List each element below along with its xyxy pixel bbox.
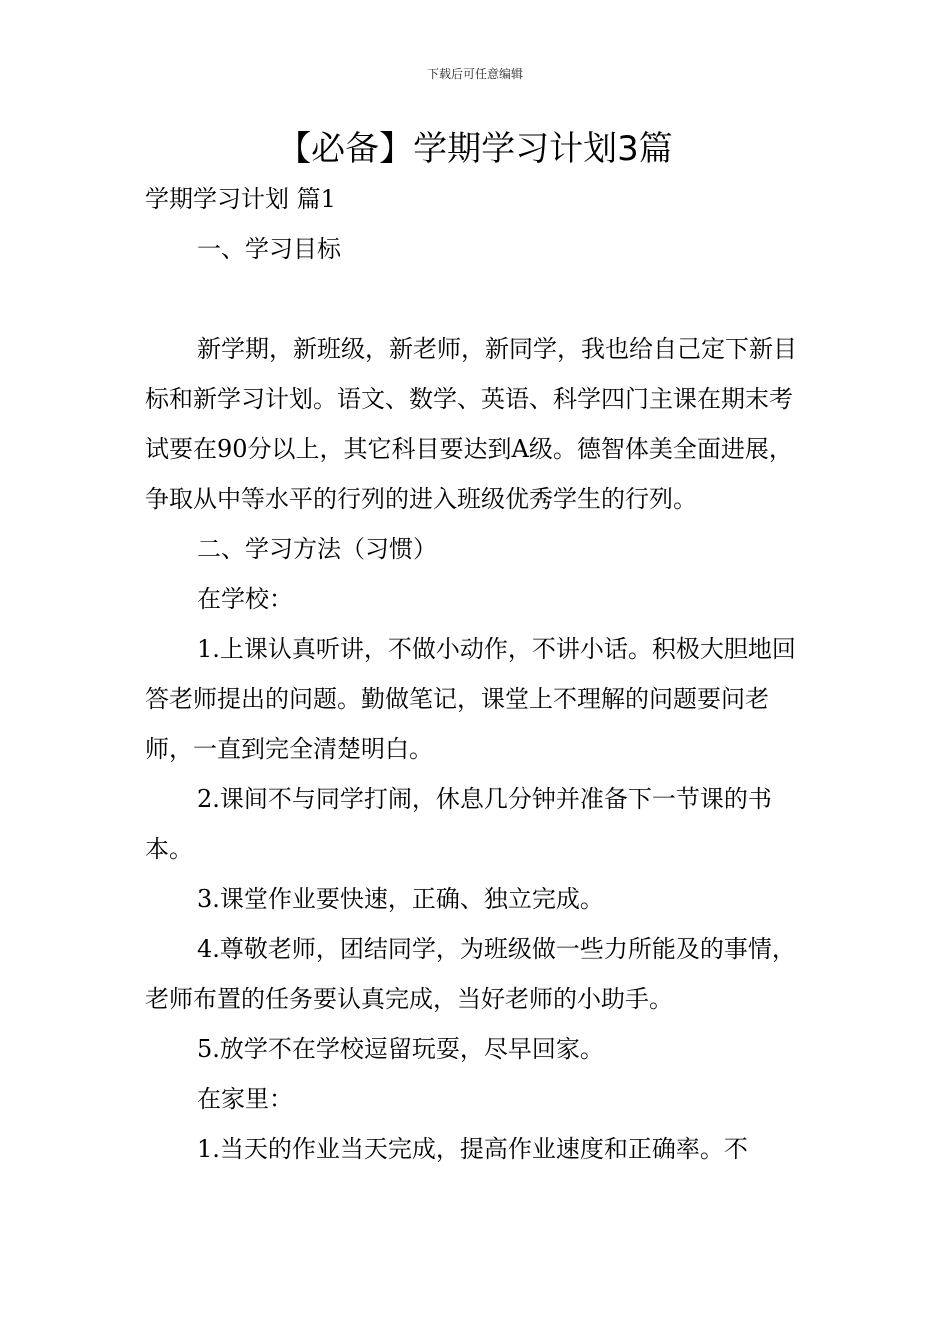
- paragraph-method-heading: 二、学习方法（习惯）: [197, 535, 437, 563]
- paragraph-at-school: 在学校：: [197, 585, 293, 613]
- paragraph-school-item-5: 5.放学不在学校逗留玩耍，尽早回家。: [197, 1035, 604, 1063]
- paragraph-at-home: 在家里：: [197, 1085, 293, 1113]
- paragraph-school-item-4: 4.尊敬老师，团结同学，为班级做一些力所能及的事情，老师布置的任务要认真完成，当好老师的小助手。: [145, 935, 796, 1013]
- paragraph-school-item-3: 3.课堂作业要快速，正确、独立完成。: [197, 885, 604, 913]
- header-note: 下载后可任意编辑: [426, 67, 523, 81]
- blank-line: [145, 274, 807, 324]
- document-title: 【必备】学期学习计划3篇: [277, 129, 673, 169]
- document-body: [145, 174, 807, 1174]
- paragraph-school-item-2: 2.课间不与同学打闹，休息几分钟并准备下一节课的书本。: [145, 785, 772, 863]
- paragraph-goal-heading: 一、学习目标: [197, 235, 341, 263]
- paragraph-school-item-1: 1.上课认真听讲，不做小动作，不讲小话。积极大胆地回答老师提出的问题。勤做笔记，课堂上不理解的问题要问老师，一直到完全清楚明白。: [145, 635, 796, 763]
- paragraph-home-item-1: 1.当天的作业当天完成，提高作业速度和正确率。不: [197, 1135, 748, 1163]
- paragraph-goal-text: 新学期，新班级，新老师，新同学，我也给自己定下新目标和新学习计划。语文、数学、英语、科学四门主课在期末考试要在90分以上，其它科目要达到A级。德智体美全面进展，争取从中等水平的行列的进入班级优秀学生的行列。: [145, 335, 797, 513]
- section-heading: 学期学习计划 篇1: [145, 185, 336, 213]
